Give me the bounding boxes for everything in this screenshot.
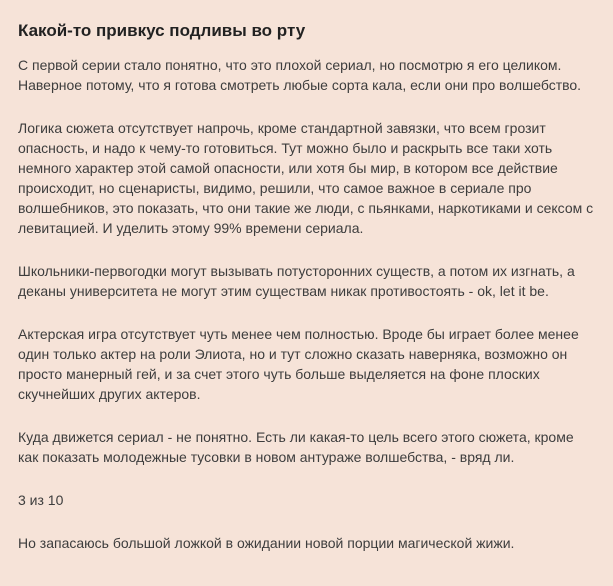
review-paragraph: С первой серии стало понятно, что это плохой сериал, но посмотрю я его целиком. Наверное потому, что я готова смотреть любые сорта кала, если они про волшебство. bbox=[18, 57, 582, 93]
review-title: Какой-то привкус подливы во рту bbox=[18, 21, 306, 40]
review-paragraph: Школьники-первогодки могут вызывать потусторонних существ, а потом их изгнать, а деканы университета не могут этим существам никак противостоять - ok, let it be. bbox=[18, 263, 575, 299]
review-rating: 3 из 10 bbox=[18, 492, 64, 508]
review-paragraph: Логика сюжета отсутствует напрочь, кроме стандартной завязки, что всем грозит опасность, и надо к чему-то готовиться. Тут можно было и раскрыть все таки хоть немного характер этой самой опасности, или хотя бы мир, в котором все действие происходит, но сценаристы, видимо, решили, что самое важное в сериале про волшебников, это показать, что они такие же люди, с пьянками, наркотиками и сексом с левитацией. И уделить этому 99% времени сериала. bbox=[18, 120, 594, 236]
review-body bbox=[18, 55, 595, 553]
review-paragraph: Актерская игра отсутствует чуть менее чем полностью. Вроде бы играет более менее один только актер на роли Элиота, но и тут сложно сказать наверняка, возможно он просто манерный гей, и за счет этого чуть больше выделяется на фоне плоских скучнейших других актеров. bbox=[18, 326, 579, 402]
review-paragraph: Но запасаюсь большой ложкой в ожидании новой порции магической жижи. bbox=[18, 535, 515, 551]
review-paragraph: Куда движется сериал - не понятно. Есть ли какая-то цель всего этого сюжета, кроме как показать молодежные тусовки в новом антураже волшебства, - вряд ли. bbox=[18, 429, 574, 465]
